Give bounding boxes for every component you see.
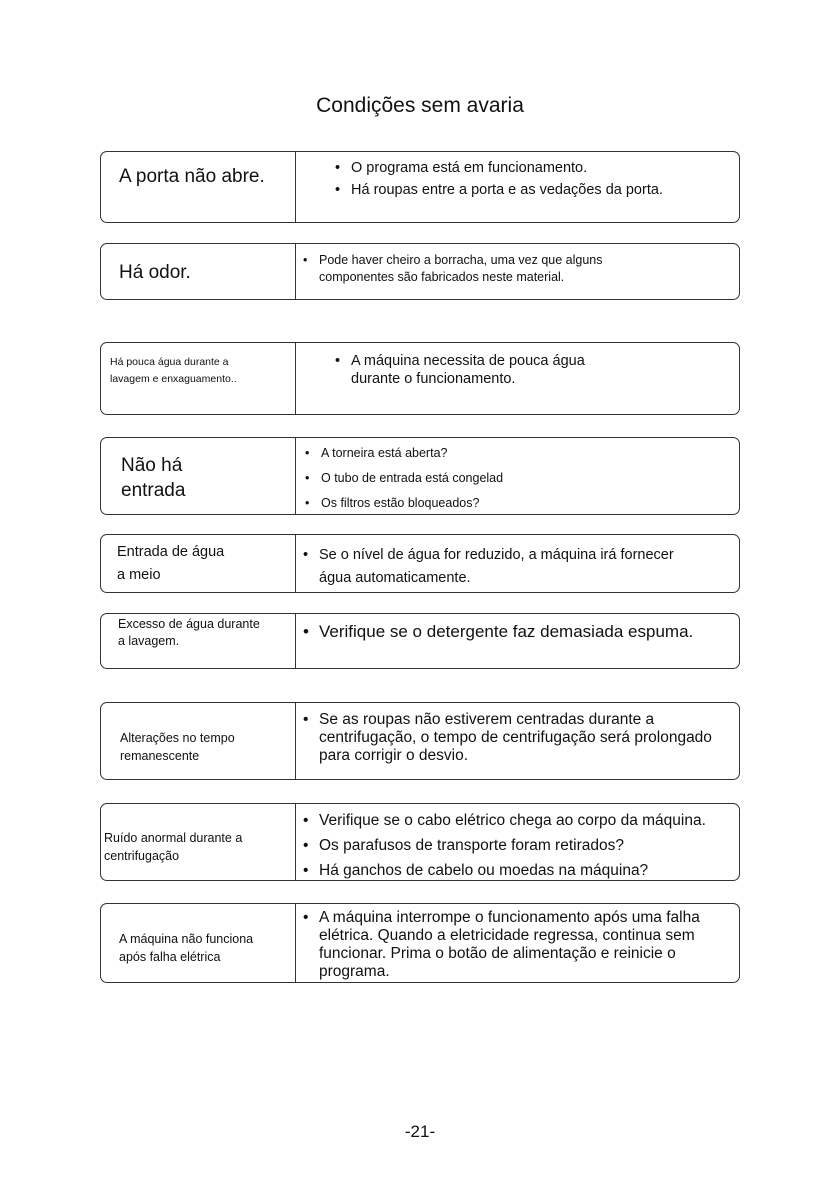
list-item: • A máquina necessita de pouca água durante o funcionamento. bbox=[333, 352, 633, 388]
list-item: • Há roupas entre a porta e as vedações da porta. bbox=[333, 182, 663, 199]
condition-label: Há pouca água durante a lavagem e enxaguamento.. bbox=[110, 356, 237, 385]
list-item: • Se o nível de água for reduzido, a máquina irá fornecer água automaticamente. bbox=[301, 544, 701, 590]
row-divider bbox=[295, 243, 296, 300]
row-divider bbox=[295, 702, 296, 780]
row-divider bbox=[295, 613, 296, 669]
condition-row-power-failure bbox=[100, 903, 740, 983]
list-item: • A torneira está aberta? bbox=[303, 445, 528, 462]
condition-items bbox=[301, 252, 641, 286]
condition-label: A porta não abre. bbox=[119, 166, 265, 187]
condition-row-no-inlet bbox=[100, 437, 740, 515]
condition-label: Excesso de água durante a lavagem. bbox=[118, 617, 260, 648]
condition-label: A máquina não funciona após falha elétrica bbox=[119, 932, 254, 964]
condition-row-abnormal-noise bbox=[100, 803, 740, 881]
list-item: • Há ganchos de cabelo ou moedas na máquina? bbox=[301, 862, 741, 880]
condition-row-excess-water bbox=[100, 613, 740, 669]
list-item: • A máquina interrompe o funcionamento após uma falha elétrica. Quando a eletricidade regressa, continua sem funcionar. Prima o botão de alimentação e reinicie o programa. bbox=[301, 909, 741, 981]
list-item: • Os filtros estão bloqueados? bbox=[303, 495, 528, 512]
condition-items bbox=[301, 909, 741, 981]
condition-items bbox=[301, 812, 741, 880]
row-divider bbox=[295, 803, 296, 881]
list-item: • Se as roupas não estiverem centradas durante a centrifugação, o tempo de centrifugação será prolongado para corrigir o desvio. bbox=[301, 711, 741, 765]
condition-items bbox=[333, 352, 633, 388]
list-item: • Verifique se o cabo elétrico chega ao corpo da máquina. bbox=[301, 812, 741, 830]
condition-items bbox=[303, 445, 528, 512]
condition-label: Há odor. bbox=[119, 262, 191, 283]
page-number: -21- bbox=[404, 1122, 436, 1141]
condition-items bbox=[301, 544, 701, 590]
condition-items bbox=[301, 620, 711, 643]
row-divider bbox=[295, 437, 296, 515]
page-title: Condições sem avaria bbox=[316, 94, 524, 117]
condition-label: Ruído anormal durante a centrifugação bbox=[104, 831, 243, 863]
condition-row-half-inlet bbox=[100, 534, 740, 593]
list-item: • Pode haver cheiro a borracha, uma vez que alguns componentes são fabricados neste material. bbox=[301, 252, 641, 286]
condition-label: Não há entrada bbox=[121, 455, 186, 501]
row-divider bbox=[295, 151, 296, 223]
condition-items bbox=[333, 160, 663, 199]
list-item: • Verifique se o detergente faz demasiada espuma. bbox=[301, 620, 711, 643]
condition-row-remaining-time bbox=[100, 702, 740, 780]
condition-label: Alterações no tempo remanescente bbox=[120, 731, 235, 763]
list-item: • O programa está em funcionamento. bbox=[333, 160, 663, 177]
row-divider bbox=[295, 534, 296, 593]
row-divider bbox=[295, 342, 296, 415]
row-divider bbox=[295, 903, 296, 983]
condition-items bbox=[301, 711, 741, 765]
condition-row-low-water bbox=[100, 342, 740, 415]
condition-row-door bbox=[100, 151, 740, 223]
list-item: • Os parafusos de transporte foram retirados? bbox=[301, 837, 741, 855]
list-item: • O tubo de entrada está congelad bbox=[303, 470, 528, 487]
condition-row-odor bbox=[100, 243, 740, 300]
condition-label: Entrada de água a meio bbox=[117, 544, 225, 583]
